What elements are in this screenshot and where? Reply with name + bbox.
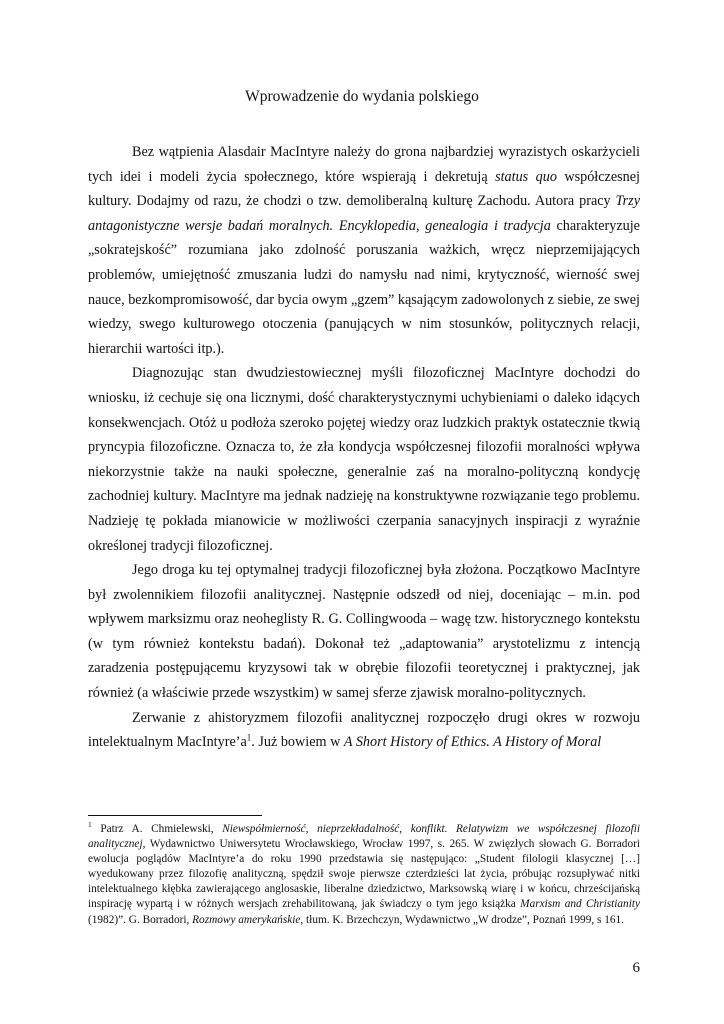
body-text [88,140,640,755]
footnote-1 [88,822,640,928]
book-title: Marxism and Christianity [520,898,640,911]
book-title: Trzy antagonistyczne wersje badań moralnych. Encyklopedia, genealogia i tradycja [88,193,640,234]
text-run: . Już bowiem w [251,734,344,751]
text-run: (1982)”. G. Borradori, [88,913,193,926]
paragraph-1 [88,140,640,361]
paragraph-3: Jego droga ku tej optymalnej tradycji filozoficznej była złożona. Początkowo MacIntyre był zwolennikiem filozofii analitycznej. Następnie odszedł od niej, doceniając – m.in. pod wpływem marksizmu oraz neoheglisty R. G. Collingwooda – wagę tzw. historycznego kontekstu (w tym również kontekstu badań). Dokonał też „adaptowania” arystotelizmu z intencją zaradzenia postępującemu kryzysowi tak w obrębie filozofii teoretycznej i praktycznej, jak również (a właściwie przede wszystkim) w samej sferze zjawisk moralno-politycznych. [88,562,640,702]
footnote-separator [88,815,262,816]
text-run: Patrz A. Chmielewski, [91,823,223,835]
text-run: charakteryzuje „sokratejskość” rozumiana jako zdolność poruszania ważkich, wręcz nieprzemijających problemów, umiejętność zmuszania ludzi do namysłu nad nimi, krytyczność, wierność swej nauce, bezkompromisowość, dar bycia owym „gzem” kąsającym zadowolonych z siebie, ze swej wiedzy, swego kulturowego otoczenia (panujących w nim stosunków, politycznych relacji, hierarchii wartości itp.). [88,217,640,357]
book-title: A Short History of Ethics. A History of Moral [343,734,602,751]
paragraph-4 [88,706,640,755]
text-run: Bez wątpienia Alasdair MacIntyre należy do grona najbardziej wyrazistych oskarżycieli tych idei i modeli życia społecznego, które wspierają i dekretują [88,144,640,185]
text-run: Zerwanie z ahistoryzmem filozofii analitycznej rozpoczęło drugi okres w rozwoju intelektualnym MacIntyre’a [88,709,640,751]
text-run: , Wydawnictwo Uniwersytetu Wrocławskiego, Wrocław 1997, s. 265. W zwięzłych słowach G. Borradori ewolucja poglądów MacIntyre’a do roku 1990 przedstawia się następująco: „Student filologii klasycznej […] wyedukowany przez filozofię analityczną, spędził swoje pierwsze czterdzieści lat życia, próbując rozsupływać nitki intelektualnego kłębka zawierającego anglosaskie, liberalne dziedzictwo, Marksowską wiarę i w końcu, chrześcijańską inspirację wypartą i w różnych wersjach zrehabilitowaną, jak świadczy o tym jego książka [88,838,640,911]
footnote-number: 1 [88,820,92,830]
book-title: Niewspółmierność, nieprzekładalność, konflikt. Relatywizm we współczesnej filozofii analitycznej [88,823,640,851]
emphasis: status quo [495,168,557,185]
page-number: 6 [632,960,640,976]
text-run: współczesnej kultury. Dodajmy od razu, że chodzi o tzw. demoliberalną kulturę Zachodu. Autora pracy [88,168,640,210]
book-title: Rozmowy amerykańskie [192,913,301,926]
page-title: Wprowadzenie do wydania polskiego [245,88,479,105]
text-run: , tłum. K. Brzechczyn, Wydawnictwo „W drodze”, Poznań 1999, s 161. [300,913,624,926]
paragraph-2: Diagnozując stan dwudziestowiecznej myśli filozoficznej MacIntyre dochodzi do wniosku, iż cechuje się ona licznymi, dość charakterystycznymi uchybieniami o daleko idących konsekwencjach. Otóż u podłoża szeroko pojętej wiedzy oraz ludzkich praktyk ostatecznie tkwią pryncypia filozoficzne. Oznacza to, że zła kondycja współczesnej filozofii moralności wpływa niekorzystnie także na nauki społeczne, generalnie zaś na moralno-polityczną kondycję zachodniej kultury. MacIntyre ma jednak nadzieję na konstruktywne rozwiązanie tego problemu. Nadzieję tę pokłada mianowicie w możliwości czerpania sanacyjnych inspiracji z wyraźnie określonej tradycji filozoficznej. [88,365,640,554]
footnote-reference[interactable]: 1 [246,732,252,743]
